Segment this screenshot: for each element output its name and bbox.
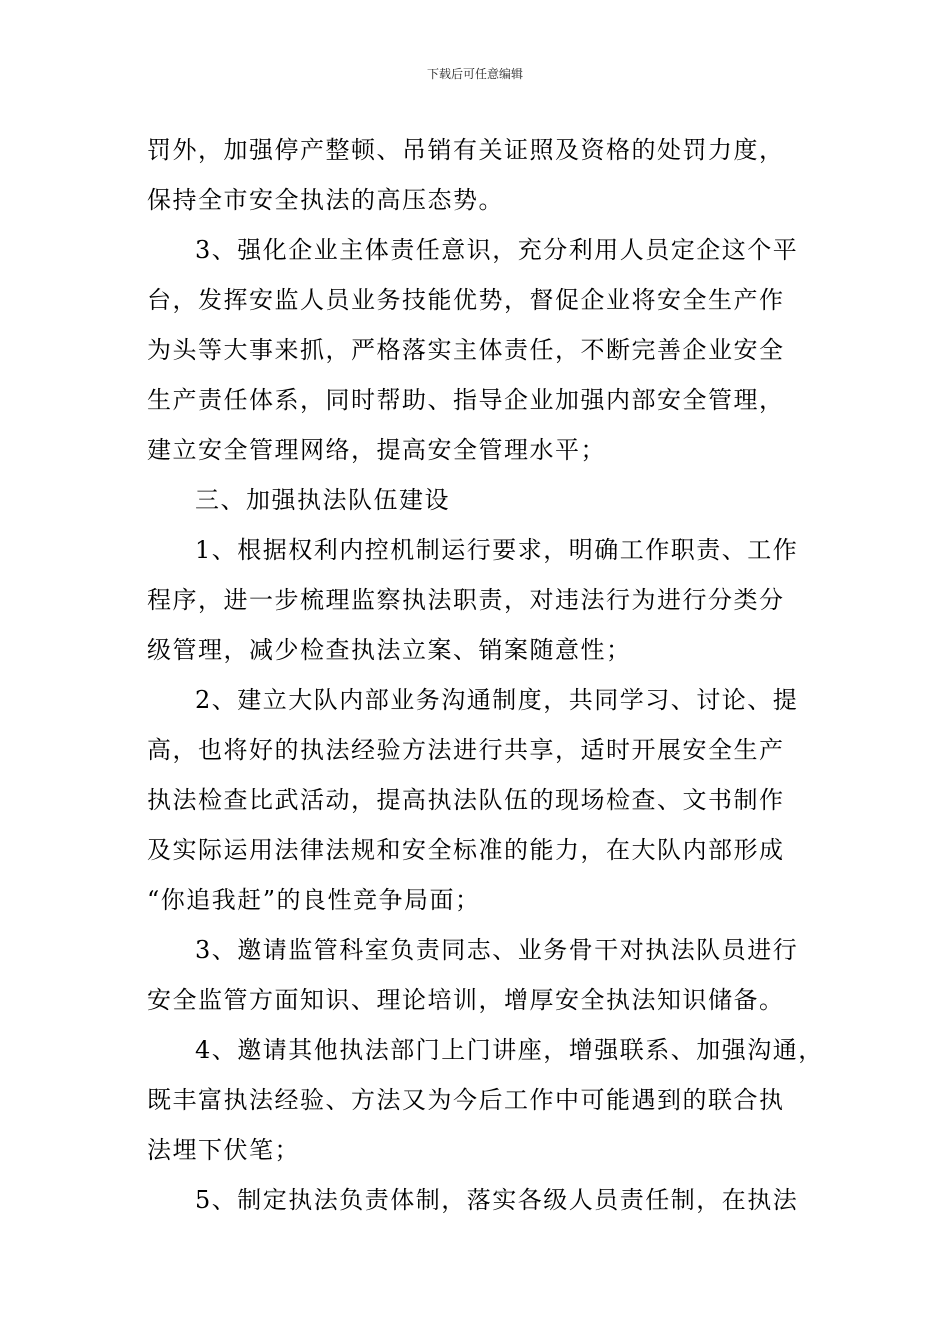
text-line: 为头等大事来抓，严格落实主体责任，不断完善企业安全: [147, 336, 785, 364]
text-line: 罚外，加强停产整顿、吊销有关证照及资格的处罚力度，: [147, 136, 785, 164]
text-line: 3、邀请监管科室负责同志、业务骨干对执法队员进行: [195, 936, 799, 964]
text-line: 4、邀请其他执法部门上门讲座，增强联系、加强沟通，: [195, 1036, 824, 1064]
text-line: 执法检查比武活动，提高执法队伍的现场检查、文书制作: [147, 786, 785, 814]
text-line: 程序，进一步梳理监察执法职责，对违法行为进行分类分: [147, 586, 785, 614]
section-heading: 三、加强执法队伍建设: [195, 486, 450, 514]
document-body: [147, 125, 824, 1225]
text-line: 保持全市安全执法的高压态势。: [147, 186, 504, 214]
text-line: 既丰富执法经验、方法又为今后工作中可能遇到的联合执: [147, 1086, 785, 1114]
text-line: 高，也将好的执法经验方法进行共享，适时开展安全生产: [147, 736, 785, 764]
text-line: 生产责任体系，同时帮助、指导企业加强内部安全管理，: [147, 386, 785, 414]
text-line: 2、建立大队内部业务沟通制度，共同学习、讨论、提: [195, 686, 799, 714]
text-line: 级管理，减少检查执法立案、销案随意性；: [147, 636, 632, 664]
text-line: 及实际运用法律法规和安全标准的能力，在大队内部形成: [147, 836, 785, 864]
text-line: 法埋下伏笔；: [147, 1136, 300, 1164]
text-line: “你追我赶”的良性竞争局面；: [147, 886, 481, 914]
text-line: 1、根据权利内控机制运行要求，明确工作职责、工作: [195, 536, 799, 564]
text-line: 5、制定执法负责体制，落实各级人员责任制，在执法: [195, 1186, 799, 1214]
page-header-note: 下载后可任意编辑: [426, 67, 523, 81]
text-line: 3、强化企业主体责任意识，充分利用人员定企这个平: [195, 236, 799, 264]
text-line: 安全监管方面知识、理论培训，增厚安全执法知识储备。: [147, 986, 785, 1014]
text-line: 台，发挥安监人员业务技能优势，督促企业将安全生产作: [147, 286, 785, 314]
text-line: 建立安全管理网络，提高安全管理水平；: [147, 436, 606, 464]
